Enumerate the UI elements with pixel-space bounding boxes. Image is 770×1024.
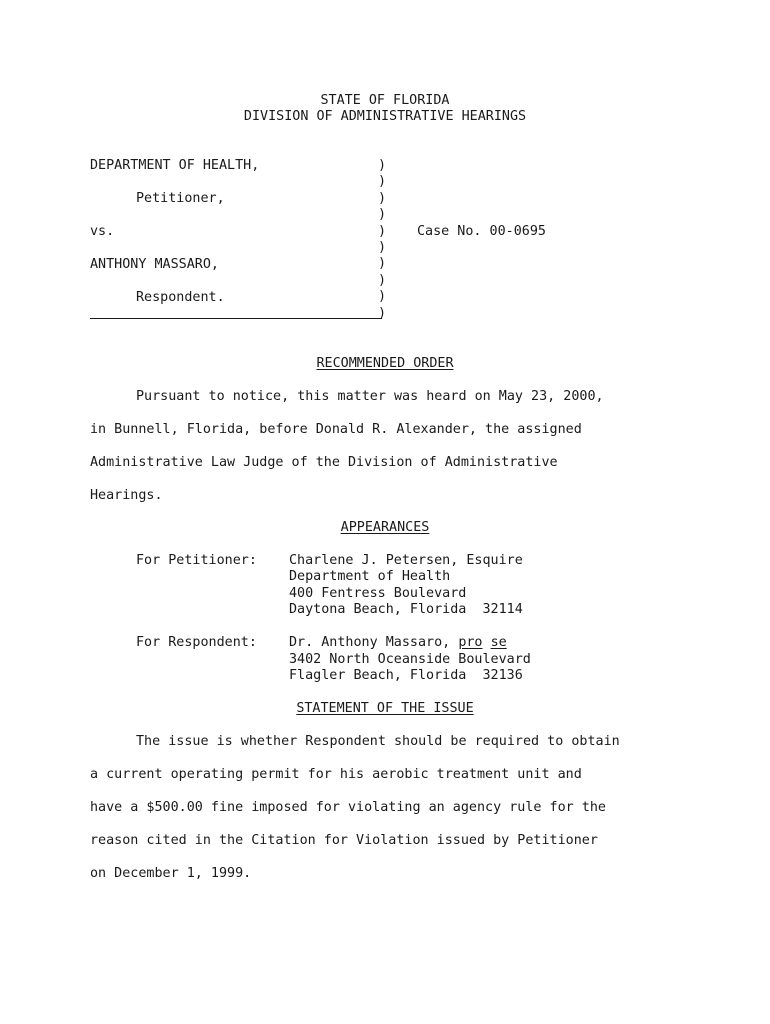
petitioner-counsel-line: Department of Health [289,569,451,584]
petitioner-counsel-line: Daytona Beach, Florida 32114 [289,602,523,617]
versus-label: vs. [90,224,115,239]
petitioner-counsel-line: 400 Fentress Boulevard [289,586,467,601]
issue-line: have a $500.00 fine imposed for violating an agency rule for the [90,800,606,815]
caption-paren: ) [378,190,387,206]
issue-line: on December 1, 1999. [90,866,252,881]
respondent-counsel-line: Flagler Beach, Florida 32136 [289,668,523,683]
respondent-label: For Respondent: [136,635,257,650]
division-name: DIVISION OF ADMINISTRATIVE HEARINGS [243,109,527,124]
intro-line: Hearings. [90,488,163,503]
issue-heading-text: STATEMENT OF THE ISSUE [296,701,474,716]
caption-paren: ) [378,272,387,288]
petitioner-counsel-line: Charlene J. Petersen, Esquire [289,553,523,568]
caption-paren: ) [378,305,387,321]
intro-line: in Bunnell, Florida, before Donald R. Alexander, the assigned [90,422,582,437]
petitioner-label: For Petitioner: [136,553,257,568]
caption-paren: ) [378,174,387,190]
caption-paren: ) [378,289,387,305]
caption-paren: ) [378,207,387,223]
pro-se-word: pro [458,635,483,650]
respondent-counsel-name [289,635,507,651]
caption-paren-column [378,158,390,322]
appearances-heading-text: APPEARANCES [340,520,430,535]
caption-underline [90,318,382,319]
appearances-heading [0,520,770,536]
respondent-name: ANTHONY MASSARO, [90,257,219,272]
document-title [0,356,770,372]
issue-line: The issue is whether Respondent should be required to obtain [136,734,620,749]
petitioner-role: Petitioner, [136,191,225,206]
issue-heading [0,701,770,717]
caption-paren: ) [378,158,387,173]
respondent-counsel-line: 3402 North Oceanside Boulevard [289,652,531,667]
document-title-text: RECOMMENDED ORDER [316,356,454,371]
case-number: Case No. 00-0695 [417,224,546,239]
petitioner-name: DEPARTMENT OF HEALTH, [90,158,260,173]
intro-line: Administrative Law Judge of the Division of Administrative [90,455,558,470]
respondent-counsel-name-text: Dr. Anthony Massaro, [289,635,459,650]
intro-line: Pursuant to notice, this matter was heard on May 23, 2000, [136,389,604,404]
pro-se-word: se [490,635,507,650]
agency-name: STATE OF FLORIDA [320,93,450,108]
caption-paren: ) [378,256,387,272]
issue-line: a current operating permit for his aerobic treatment unit and [90,767,582,782]
caption-paren: ) [378,223,387,239]
issue-line: reason cited in the Citation for Violation issued by Petitioner [90,833,598,848]
caption-paren: ) [378,239,387,255]
respondent-role: Respondent. [136,290,225,305]
